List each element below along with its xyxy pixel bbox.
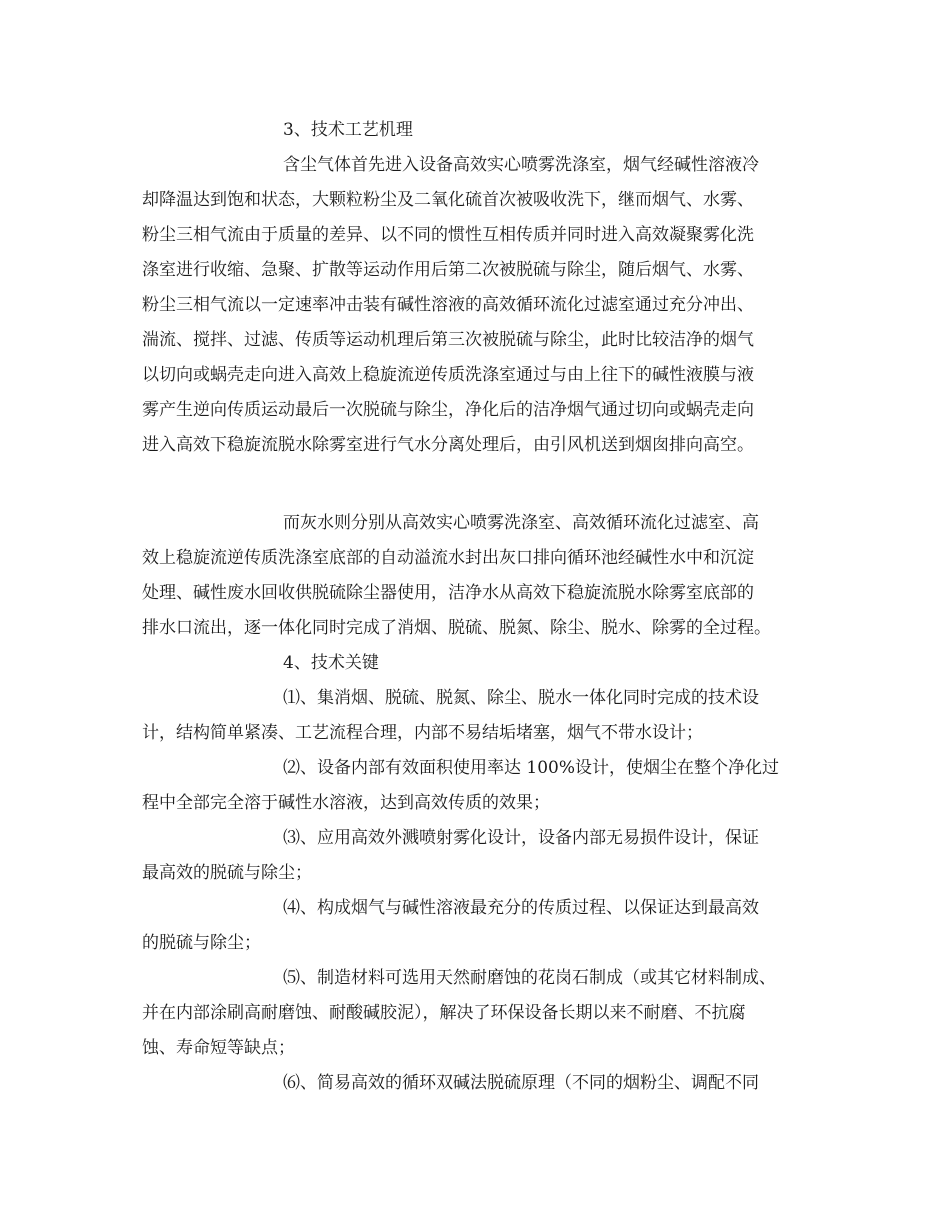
paragraph-line: 却降温达到饱和状态，大颗粒粉尘及二氧化硫首次被吸收洗下，继而烟气、水雾、 <box>142 190 754 210</box>
list-item-line: ⑸、制造材料可选用天然耐磨蚀的花岗石制成（或其它材料制成、 <box>283 968 776 988</box>
section-heading: 3、技术工艺机理 <box>283 120 413 140</box>
list-item-line: 蚀、寿命短等缺点； <box>142 1038 295 1058</box>
list-item-line: ⑶、应用高效外溅喷射雾化设计，设备内部无易损件设计，保证 <box>283 828 759 848</box>
list-item-line: ⑵、设备内部有效面积使用率达 100%设计，使烟尘在整个净化过 <box>283 758 780 778</box>
paragraph-line: 以切向或蜗壳走向进入高效上稳旋流逆传质洗涤室通过与由上往下的碱性液膜与液 <box>142 365 754 385</box>
section-heading: 4、技术关键 <box>283 653 379 673</box>
paragraph-line: 粉尘三相气流以一定速率冲击装有碱性溶液的高效循环流化过滤室通过充分冲出、 <box>142 295 754 315</box>
list-item-line: 最高效的脱硫与除尘； <box>142 863 312 883</box>
paragraph-line: 处理、碱性废水回收供脱硫除尘器使用，洁净水从高效下稳旋流脱水除雾室底部的 <box>142 583 754 603</box>
list-item-line: 计，结构简单紧凑、工艺流程合理，内部不易结垢堵塞，烟气不带水设计； <box>142 723 703 743</box>
list-item-line: 并在内部涂刷高耐磨蚀、耐酸碱胶泥），解决了环保设备长期以来不耐磨、不抗腐 <box>142 1003 746 1023</box>
list-item-line: 程中全部完全溶于碱性水溶液，达到高效传质的效果； <box>142 793 550 813</box>
paragraph-line: 排水口流出，逐一体化同时完成了消烟、脱硫、脱氮、除尘、脱水、除雾的全过程。 <box>142 618 771 638</box>
paragraph-line: 而灰水则分别从高效实心喷雾洗涤室、高效循环流化过滤室、高 <box>283 513 759 533</box>
list-item-line: 的脱硫与除尘； <box>142 933 261 953</box>
paragraph-line: 进入高效下稳旋流脱水除雾室进行气水分离处理后，由引风机送到烟囱排向高空。 <box>142 435 754 455</box>
list-item-line: ⑴、集消烟、脱硫、脱氮、除尘、脱水一体化同时完成的技术设 <box>283 688 759 708</box>
paragraph-line: 含尘气体首先进入设备高效实心喷雾洗涤室，烟气经碱性溶液冷 <box>283 155 759 175</box>
paragraph-line: 粉尘三相气流由于质量的差异、以不同的惯性互相传质并同时进入高效凝聚雾化洗 <box>142 225 754 245</box>
paragraph-line: 雾产生逆向传质运动最后一次脱硫与除尘，净化后的洁净烟气通过切向或蜗壳走向 <box>142 400 754 420</box>
paragraph-line: 涤室进行收缩、急聚、扩散等运动作用后第二次被脱硫与除尘，随后烟气、水雾、 <box>142 260 754 280</box>
paragraph-line: 湍流、搅拌、过滤、传质等运动机理后第三次被脱硫与除尘，此时比较洁净的烟气 <box>142 330 754 350</box>
paragraph-line: 效上稳旋流逆传质洗涤室底部的自动溢流水封出灰口排向循环池经碱性水中和沉淀 <box>142 548 754 568</box>
list-item-line: ⑷、构成烟气与碱性溶液最充分的传质过程、以保证达到最高效 <box>283 898 759 918</box>
list-item-line: ⑹、简易高效的循环双碱法脱硫原理（不同的烟粉尘、调配不同 <box>283 1073 759 1093</box>
